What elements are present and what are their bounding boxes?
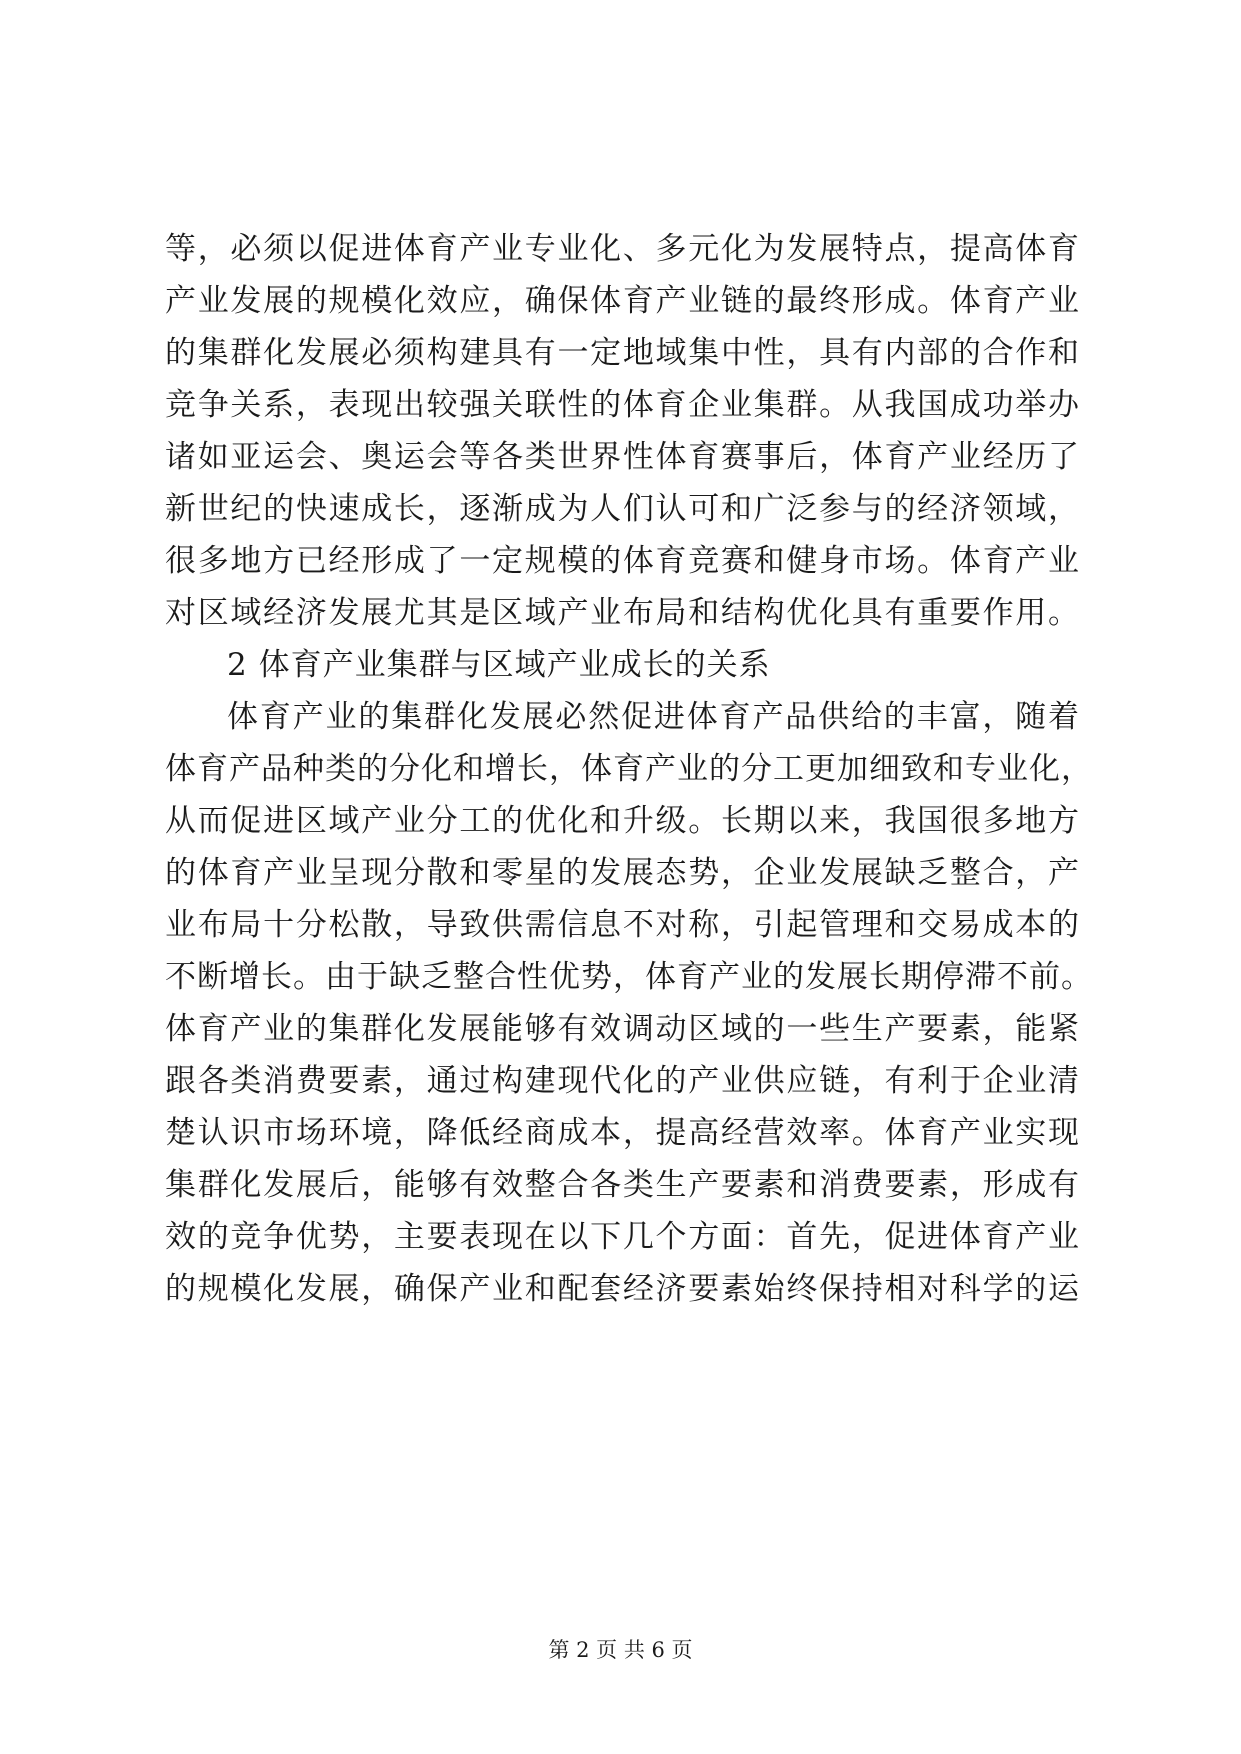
text-line: 诸如亚运会、奥运会等各类世界性体育赛事后，体育产业经历了 <box>165 439 1080 475</box>
text-line: 的体育产业呈现分散和零星的发展态势，企业发展缺乏整合，产 <box>165 855 1080 891</box>
section-heading: 2 体育产业集群与区域产业成长的关系 <box>227 647 771 683</box>
text-line: 产业发展的规模化效应，确保体育产业链的最终形成。体育产业 <box>165 283 1080 319</box>
text-line: 等，必须以促进体育产业专业化、多元化为发展特点，提高体育 <box>165 231 1080 267</box>
text-line: 业布局十分松散，导致供需信息不对称，引起管理和交易成本的 <box>165 907 1080 943</box>
paragraph-first-line: 体育产业的集群化发展必然促进体育产品供给的丰富，随着 <box>227 699 1080 735</box>
text-line: 的集群化发展必须构建具有一定地域集中性，具有内部的合作和 <box>165 335 1080 371</box>
text-line: 体育产品种类的分化和增长，体育产业的分工更加细致和专业化， <box>165 751 1093 787</box>
text-line: 不断增长。由于缺乏整合性优势，体育产业的发展长期停滞不前。 <box>165 959 1093 995</box>
text-line: 竞争关系，表现出较强关联性的体育企业集群。从我国成功举办 <box>165 387 1080 423</box>
page-number: 第 2 页 共 6 页 <box>548 1638 693 1662</box>
text-line: 很多地方已经形成了一定规模的体育竞赛和健身市场。体育产业 <box>165 543 1080 579</box>
text-line: 体育产业的集群化发展能够有效调动区域的一些生产要素，能紧 <box>165 1011 1080 1047</box>
body-text <box>165 223 1093 1315</box>
text-line: 的规模化发展，确保产业和配套经济要素始终保持相对科学的运 <box>165 1271 1080 1307</box>
text-line: 新世纪的快速成长，逐渐成为人们认可和广泛参与的经济领域， <box>165 491 1080 527</box>
text-line: 楚认识市场环境，降低经商成本，提高经营效率。体育产业实现 <box>165 1115 1080 1151</box>
text-line: 跟各类消费要素，通过构建现代化的产业供应链，有利于企业清 <box>165 1063 1080 1099</box>
text-line: 效的竞争优势，主要表现在以下几个方面：首先，促进体育产业 <box>165 1219 1080 1255</box>
text-line: 对区域经济发展尤其是区域产业布局和结构优化具有重要作用。 <box>165 595 1080 631</box>
text-line: 集群化发展后，能够有效整合各类生产要素和消费要素，形成有 <box>165 1167 1080 1203</box>
text-line: 从而促进区域产业分工的优化和升级。长期以来，我国很多地方 <box>165 803 1080 839</box>
